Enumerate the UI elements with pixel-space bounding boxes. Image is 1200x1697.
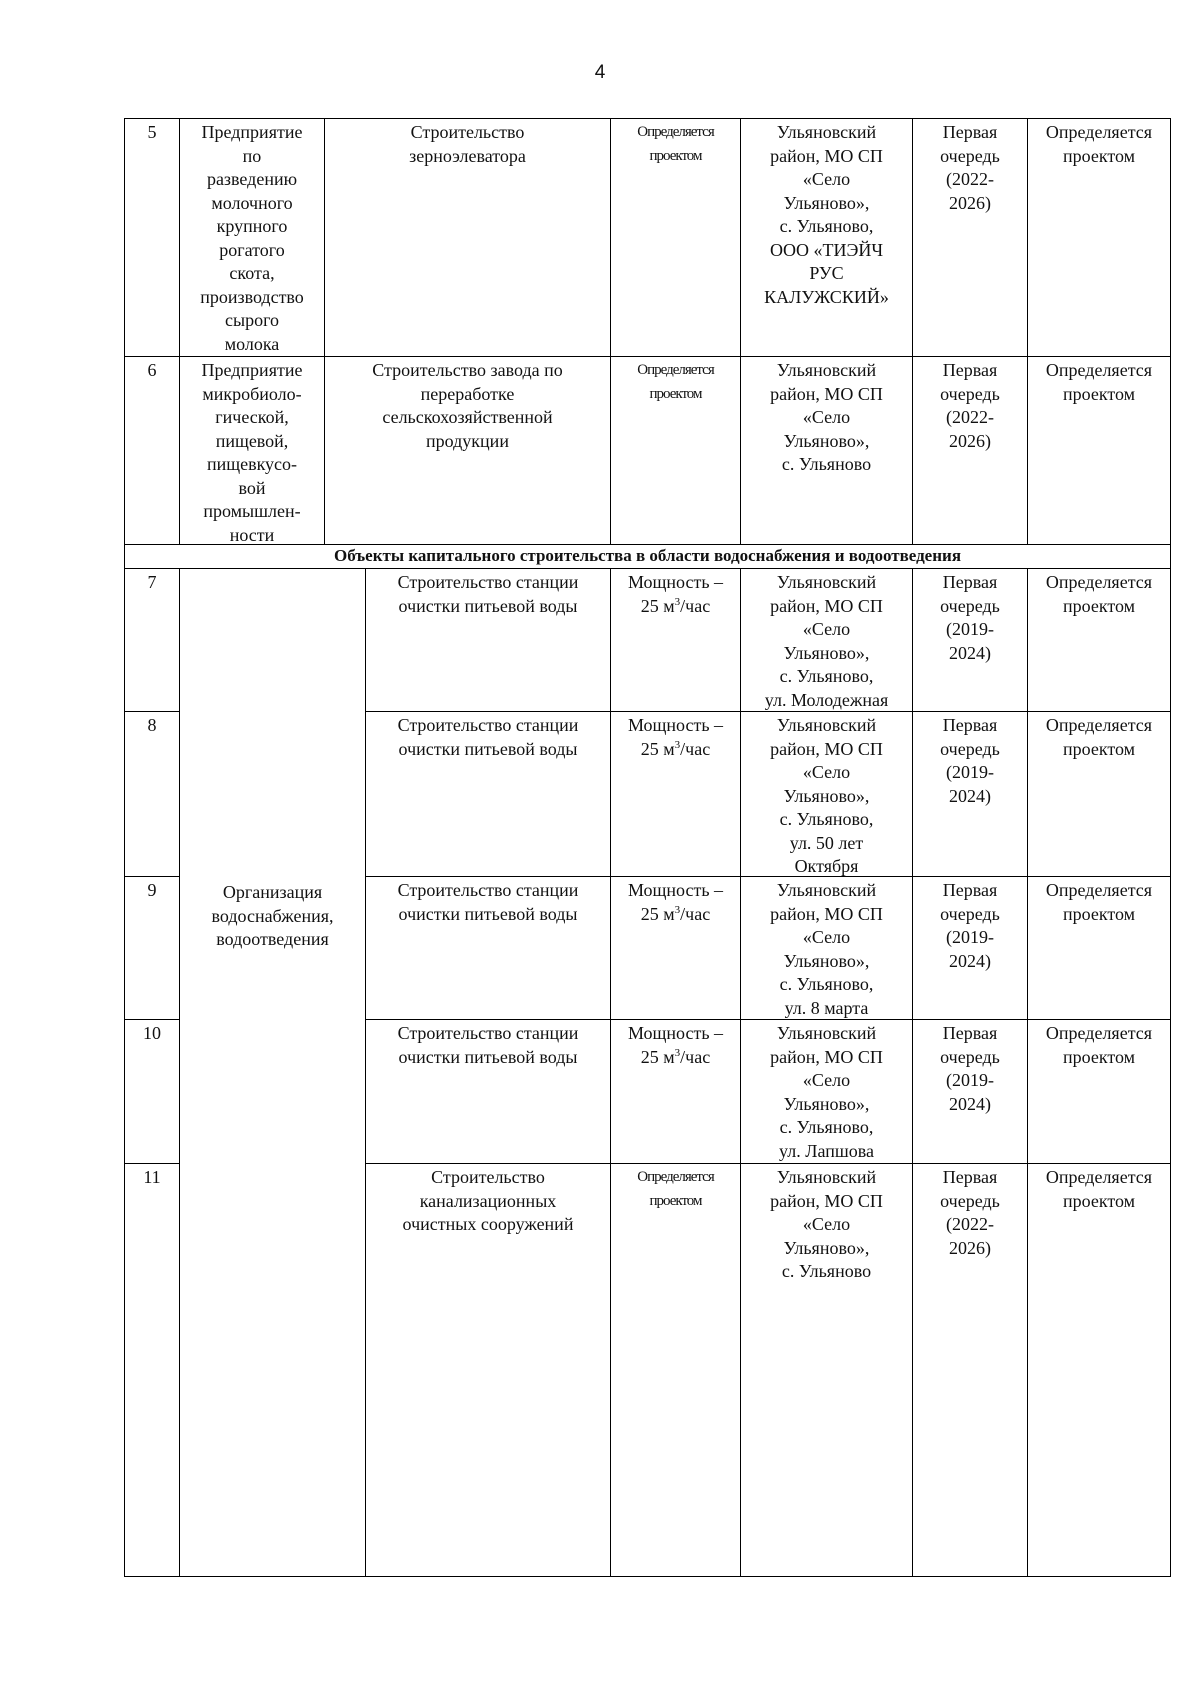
page-number: 4: [594, 62, 606, 83]
row-number: 9: [124, 876, 179, 1019]
row-number: 8: [124, 711, 179, 876]
object-stage: Первая очередь (2019- 2024): [912, 568, 1027, 711]
object-stage: Первая очередь (2022- 2026): [912, 118, 1027, 356]
object-location: Ульяновский район, МО СП «Село Ульяново», с. Ульяново, ул. 8 марта: [740, 876, 912, 1019]
object-location: Ульяновский район, МО СП «Село Ульяново», с. Ульяново, ул. Молодежная: [740, 568, 912, 711]
object-name: Строительство канализационных очистных сооружений: [365, 1163, 610, 1576]
object-zone: Определяется проектом: [1027, 356, 1170, 544]
object-location: Ульяновский район, МО СП «Село Ульяново», с. Ульяново: [740, 356, 912, 544]
row-number: 10: [124, 1019, 179, 1163]
object-name: Строительство завода по переработке сельскохозяйственной продукции: [324, 356, 610, 544]
object-capacity: Определяется проектом: [610, 118, 740, 356]
object-zone: Определяется проектом: [1027, 118, 1170, 356]
object-capacity: Определяется проектом: [610, 356, 740, 544]
object-name: Строительство станции очистки питьевой воды: [365, 711, 610, 876]
group-object-type: Организация водоснабжения, водоотведения: [179, 568, 365, 1576]
object-location: Ульяновский район, МО СП «Село Ульяново», с. Ульяново, ООО «ТИЭЙЧ РУС КАЛУЖСКИЙ»: [740, 118, 912, 356]
row-number: 7: [124, 568, 179, 711]
object-zone: Определяется проектом: [1027, 1019, 1170, 1163]
object-type: Предприятие микробиоло- гической, пищевой, пищевкусо- вой промышлен- ности: [179, 356, 324, 544]
object-stage: Первая очередь (2019- 2024): [912, 711, 1027, 876]
object-zone: Определяется проектом: [1027, 876, 1170, 1019]
row-number: 5: [124, 118, 179, 356]
object-zone: Определяется проектом: [1027, 711, 1170, 876]
object-stage: Первая очередь (2022- 2026): [912, 356, 1027, 544]
object-zone: Определяется проектом: [1027, 1163, 1170, 1576]
object-location: Ульяновский район, МО СП «Село Ульяново», с. Ульяново: [740, 1163, 912, 1576]
object-stage: Первая очередь (2019- 2024): [912, 1019, 1027, 1163]
object-capacity: Мощность – 25 $м^3$/час: [610, 568, 740, 711]
object-location: Ульяновский район, МО СП «Село Ульяново», с. Ульяново, ул. 50 лет Октября: [740, 711, 912, 876]
object-capacity: Мощность – 25 $м^3$/час: [610, 876, 740, 1019]
object-capacity: Мощность – 25 $м^3$/час: [610, 1019, 740, 1163]
object-stage: Первая очередь (2022- 2026): [912, 1163, 1027, 1576]
object-location: Ульяновский район, МО СП «Село Ульяново», с. Ульяново, ул. Лапшова: [740, 1019, 912, 1163]
row-number: 6: [124, 356, 179, 544]
object-name: Строительство станции очистки питьевой воды: [365, 1019, 610, 1163]
object-zone: Определяется проектом: [1027, 568, 1170, 711]
row-number: 11: [124, 1163, 179, 1576]
table-right-border: [1170, 118, 1171, 1576]
table-bottom-border: [124, 1576, 1171, 1577]
object-stage: Первая очередь (2019- 2024): [912, 876, 1027, 1019]
object-name: Строительство станции очистки питьевой воды: [365, 568, 610, 711]
object-name: Строительство зерноэлеватора: [324, 118, 610, 356]
object-capacity: Определяется проектом: [610, 1163, 740, 1576]
object-capacity: Мощность – 25 $м^3$/час: [610, 711, 740, 876]
object-type: Предприятие по разведению молочного крупного рогатого скота, производство сырого молока: [179, 118, 324, 356]
section-title: Объекты капитального строительства в области водоснабжения и водоотведения: [124, 544, 1170, 568]
object-name: Строительство станции очистки питьевой воды: [365, 876, 610, 1019]
